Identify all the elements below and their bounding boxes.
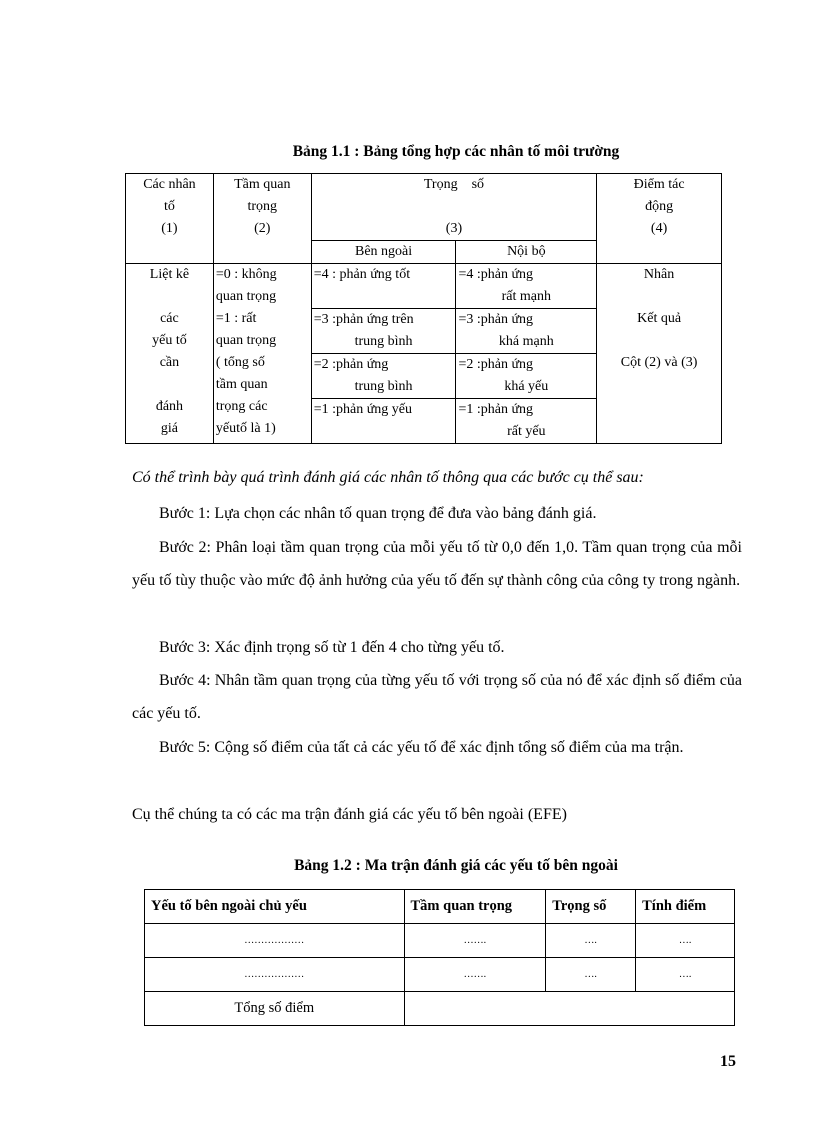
importance-text: tầm quan <box>215 377 268 392</box>
intro-paragraph: Có thể trình bày quá trình đánh giá các nhân tố thông qua các bước cụ thể sau: <box>132 469 644 486</box>
impact-cell <box>597 264 722 444</box>
importance-text: quan trọng <box>215 333 277 348</box>
efe-total-label: Tổng số điểm <box>145 992 405 1026</box>
inside-text: =2 :phản ứng <box>458 357 534 372</box>
header-impact-line: động <box>645 199 674 214</box>
factor-text: cần <box>159 355 180 370</box>
efe-cell: …. <box>636 958 735 992</box>
outside-3 <box>311 309 456 354</box>
table-row <box>145 924 735 958</box>
impact-text: Kết quả <box>637 311 682 326</box>
header-weight-line: Trọng số <box>423 177 485 192</box>
header-importance-line: trọng <box>247 199 278 214</box>
factor-list-cell <box>126 264 214 444</box>
importance-text: =1 : rất <box>215 311 257 326</box>
importance-text: quan trọng <box>215 289 277 304</box>
impact-text: Cột (2) và (3) <box>620 355 698 370</box>
subheader-inside: Nội bộ <box>456 241 597 264</box>
lead-in-paragraph: Cụ thể chúng ta có các ma trận đánh giá các yếu tố bên ngoài (EFE) <box>132 806 567 823</box>
efe-header-score: Tính điểm <box>636 890 735 924</box>
header-impact <box>597 174 722 264</box>
outside-2 <box>311 354 456 399</box>
header-factor-line: (1) <box>161 221 178 236</box>
efe-matrix-table <box>144 889 735 1026</box>
environment-factors-table <box>125 173 722 444</box>
importance-scale-cell <box>213 264 311 444</box>
efe-cell: ……………… <box>145 958 405 992</box>
outside-text: trung bình <box>354 334 413 349</box>
inside-text: rất yếu <box>507 424 546 439</box>
inside-1 <box>456 399 597 444</box>
step-2: Bước 2: Phân loại tầm quan trọng của mỗi yếu tố từ 0,0 đến 1,0. Tầm quan trọng của mỗi yếu tố tùy thuộc vào mức độ ảnh hưởng của yếu tố đến sự thành công của công ty trong ngành. <box>132 539 742 589</box>
factor-text: đánh <box>155 399 184 414</box>
table2-caption: Bảng 1.2 : Ma trận đánh giá các yếu tố bên ngoài <box>294 857 618 874</box>
outside-text: =1 :phản ứng yếu <box>313 402 413 417</box>
inside-text: =3 :phản ứng <box>458 312 534 327</box>
importance-text: ( tổng số <box>215 355 265 370</box>
inside-2 <box>456 354 597 399</box>
importance-text: yếutố là 1) <box>215 421 276 436</box>
page-number: 15 <box>720 1053 736 1070</box>
inside-text: rất mạnh <box>501 289 551 304</box>
header-impact-line: Điểm tác <box>633 177 685 192</box>
step-1: Bước 1: Lựa chọn các nhân tố quan trọng để đưa vào bảng đánh giá. <box>159 505 597 522</box>
efe-cell: ……………… <box>145 924 405 958</box>
inside-4 <box>456 264 597 309</box>
factor-text: Liệt kê <box>149 267 190 282</box>
header-factor-line: Các nhân <box>143 177 196 192</box>
importance-text: trọng các <box>215 399 268 414</box>
efe-cell: ……. <box>404 958 546 992</box>
factor-text: yếu tố <box>152 333 187 348</box>
table1-caption: Bảng 1.1 : Bảng tổng hợp các nhân tố môi trường <box>292 143 620 160</box>
outside-text: =3 :phản ứng trên <box>313 312 414 327</box>
inside-text: =1 :phản ứng <box>458 402 534 417</box>
inside-text: khá mạnh <box>498 334 554 349</box>
efe-cell: …. <box>546 958 636 992</box>
header-factor <box>126 174 214 264</box>
importance-text: =0 : không <box>215 267 277 282</box>
outside-text: trung bình <box>354 379 413 394</box>
efe-header-factor: Yếu tố bên ngoài chủ yếu <box>145 890 405 924</box>
header-weight-line: (3) <box>445 221 463 236</box>
efe-total-value <box>404 992 735 1026</box>
factor-text: giá <box>160 421 178 436</box>
inside-text: =4 :phản ứng <box>458 267 534 282</box>
table-row <box>145 958 735 992</box>
subheader-outside: Bên ngoài <box>311 241 456 264</box>
outside-text: =4 : phản ứng tốt <box>313 267 411 282</box>
header-importance-line: (2) <box>254 221 271 236</box>
efe-header-importance: Tầm quan trọng <box>404 890 546 924</box>
efe-cell: …. <box>636 924 735 958</box>
outside-4 <box>311 264 456 309</box>
header-impact-line: (4) <box>650 221 668 236</box>
header-weight <box>311 174 596 241</box>
efe-cell: …. <box>546 924 636 958</box>
impact-text: Nhân <box>643 267 675 282</box>
inside-3 <box>456 309 597 354</box>
inside-text: khá yếu <box>504 379 549 394</box>
step-4: Bước 4: Nhân tầm quan trọng của từng yếu tố với trọng số của nó để xác định số điểm của các yếu tố. <box>132 672 742 722</box>
outside-text: =2 :phản ứng <box>313 357 389 372</box>
efe-header-weight: Trọng số <box>546 890 636 924</box>
header-importance-line: Tầm quan <box>234 177 291 192</box>
step-5: Bước 5: Cộng số điểm của tất cả các yếu tố để xác định tổng số điểm của ma trận. <box>159 739 684 756</box>
efe-cell: ……. <box>404 924 546 958</box>
factor-text: các <box>160 311 179 326</box>
header-importance <box>213 174 311 264</box>
outside-1 <box>311 399 456 444</box>
header-factor-line: tố <box>163 199 175 214</box>
step-3: Bước 3: Xác định trọng số từ 1 đến 4 cho từng yếu tố. <box>159 639 505 656</box>
table-row-total <box>145 992 735 1026</box>
